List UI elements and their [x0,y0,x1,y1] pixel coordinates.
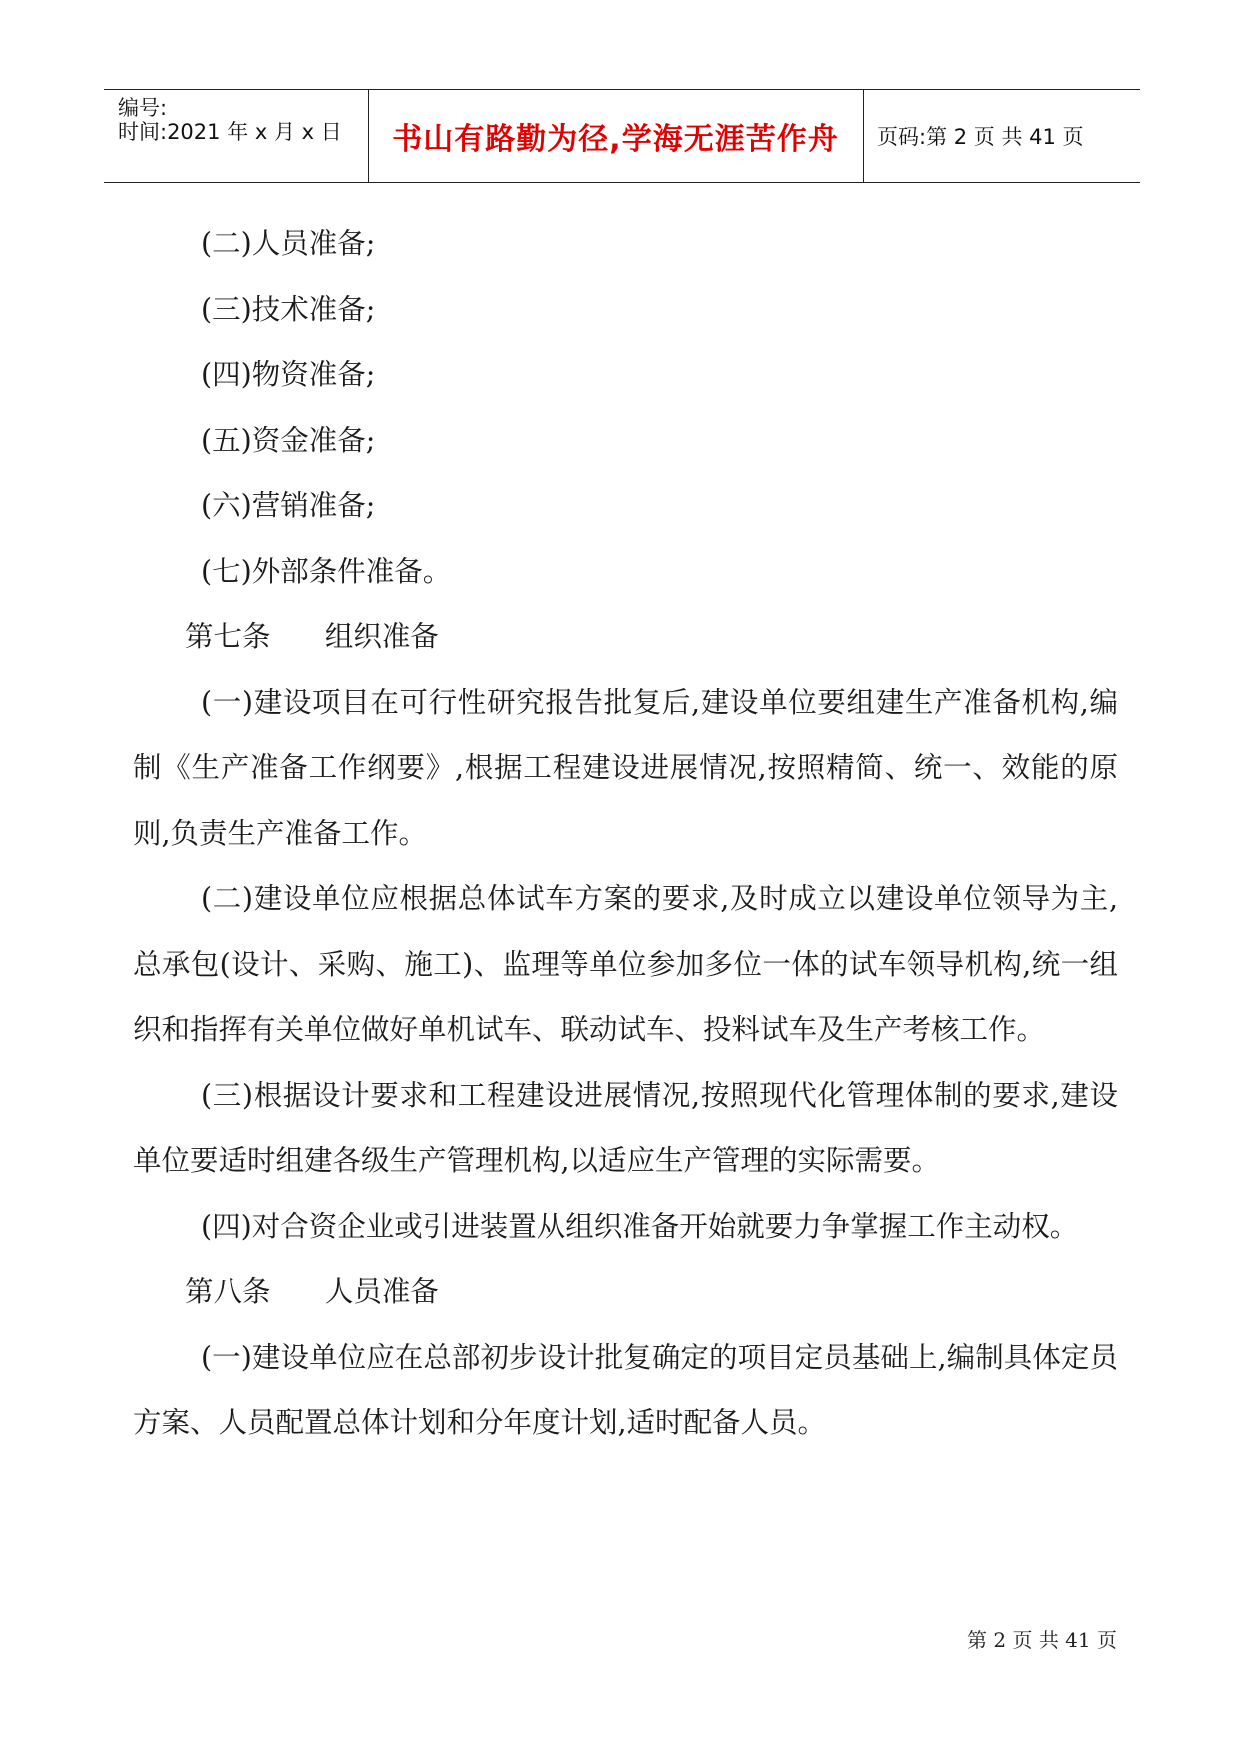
body-paragraph: (六)营销准备; [201,489,376,522]
body-paragraph: (五)资金准备; [201,423,376,457]
page-header [104,89,1140,183]
header-left-cell [104,90,369,182]
header-motto: 书山有路勤为径,学海无涯苦作舟 [392,122,839,157]
body-paragraph: (七)外部条件准备。 [201,554,452,588]
document-time-label: 时间:2021 年 x 月 x 日 [118,120,342,144]
body-paragraph: (四)对合资企业或引进装置从组织准备开始就要力争掌握工作主动权。 [201,1209,1079,1243]
header-middle-cell [368,90,864,182]
article-heading: 第七条 组织准备 [185,620,439,653]
body-paragraph: (二)建设单位应根据总体试车方案的要求,及时成立以建设单位领导为主,总承包(设计、采购、施工)、监理等单位参加多位一体的试车领导机构,统一组织和指挥有关单位做好单机试车、联动试车、投料试车及生产考核工作。 [133,882,1118,1046]
body-paragraph: (三)技术准备; [201,292,376,326]
header-page-info: 页码:第 2 页 共 41 页 [877,125,1084,149]
article-heading: 第八条 人员准备 [185,1275,439,1308]
body-paragraph: (四)物资准备; [201,358,376,391]
body-paragraph: (一)建设单位应在总部初步设计批复确定的项目定员基础上,编制具体定员方案、人员配置总体计划和分年度计划,适时配备人员。 [133,1340,1118,1439]
document-body [133,211,1118,1456]
document-number-label: 编号: [118,96,168,120]
header-right-cell [863,90,1140,182]
body-paragraph: (一)建设项目在可行性研究报告批复后,建设单位要组建生产准备机构,编制《生产准备工作纲要》,根据工程建设进展情况,按照精简、统一、效能的原则,负责生产准备工作。 [133,685,1118,850]
body-paragraph: (三)根据设计要求和工程建设进展情况,按照现代化管理体制的要求,建设单位要适时组建各级生产管理机构,以适应生产管理的实际需要。 [133,1078,1118,1177]
page-footer: 第 2 页 共 41 页 [967,1628,1117,1652]
body-paragraph: (二)人员准备; [201,227,376,260]
